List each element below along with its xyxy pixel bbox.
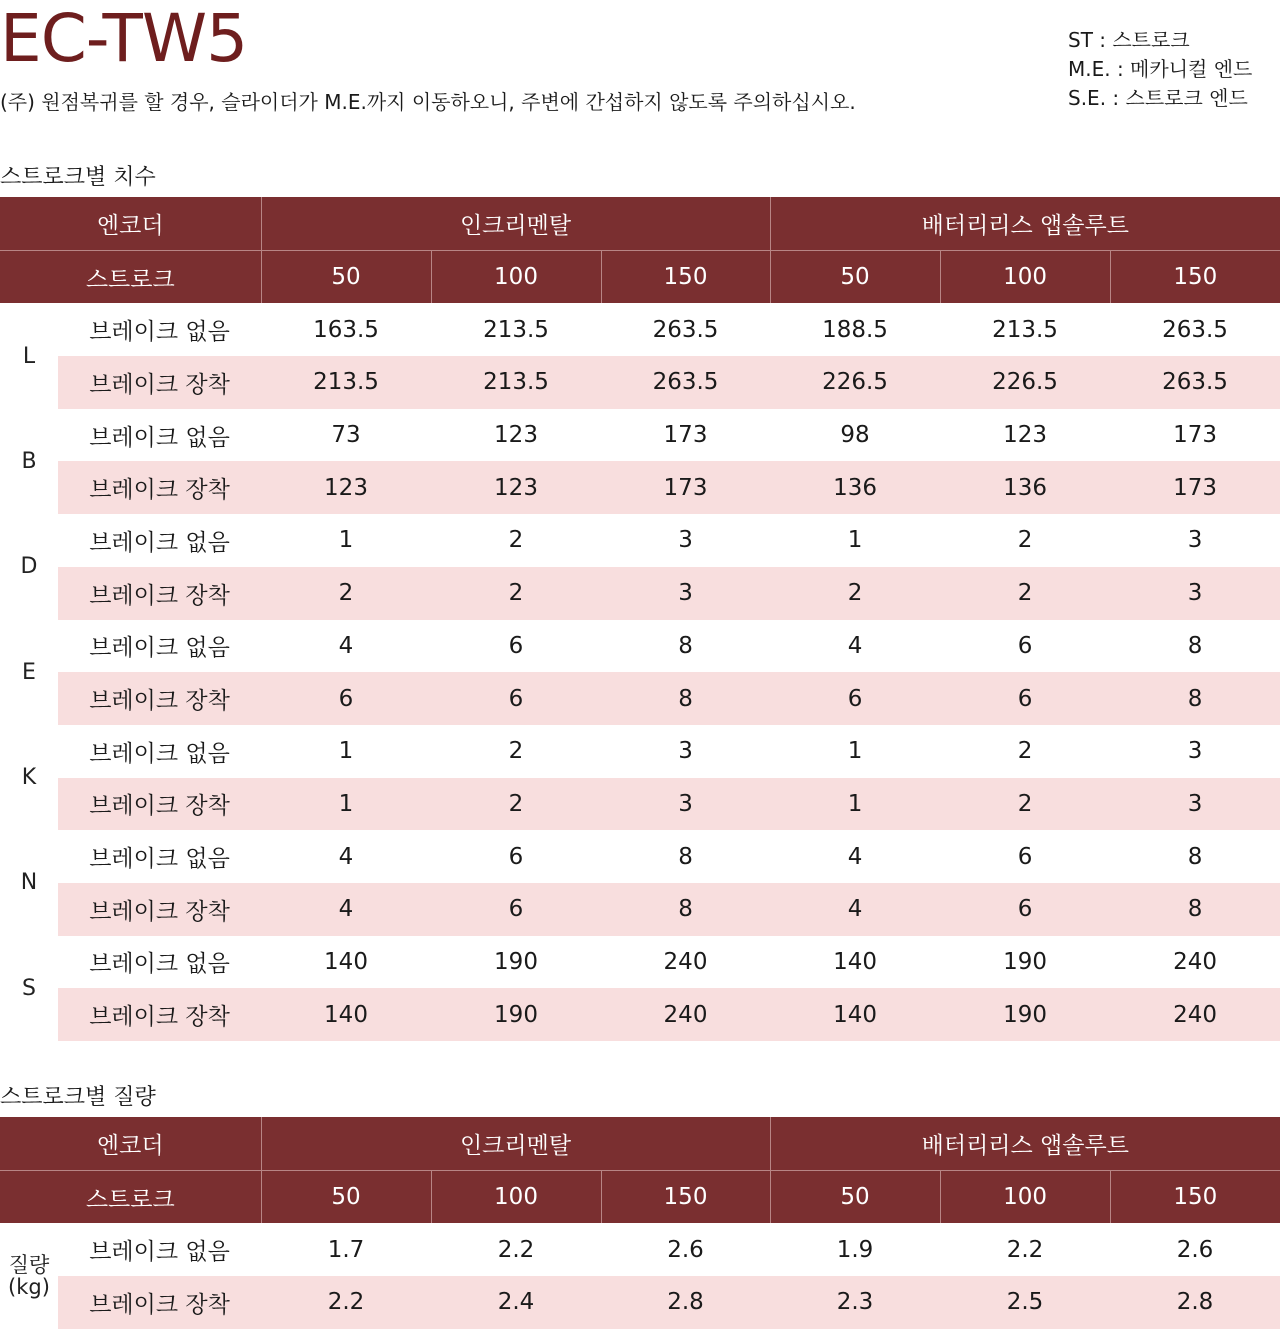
stroke-value: 100 <box>431 250 601 303</box>
dimension-value: 140 <box>324 948 368 975</box>
dimension-value: 240 <box>1173 948 1217 975</box>
brake-option-label: 브레이크 없음 <box>89 1239 230 1266</box>
mass-value: 2.4 <box>431 1276 601 1329</box>
dimension-value: 1 <box>338 738 354 765</box>
dimension-value: 173 <box>663 422 708 449</box>
stroke-header: 스트로크 <box>0 1170 261 1223</box>
dimension-value: 1 <box>770 778 940 831</box>
dimension-row-no-brake <box>0 409 1280 462</box>
dimension-value: 8 <box>1187 632 1203 659</box>
dimension-value: 226.5 <box>770 356 940 409</box>
dimension-value: 213.5 <box>992 316 1058 343</box>
dimension-value: 1 <box>338 527 354 554</box>
dimension-value: 6 <box>1017 843 1033 870</box>
dimension-value: 2 <box>431 567 601 620</box>
brake-option-label: 브레이크 장착 <box>58 988 261 1041</box>
dimension-value: 8 <box>678 632 693 659</box>
dimension-value: 123 <box>431 461 601 514</box>
incremental-header: 인크리멘탈 <box>261 1117 770 1170</box>
absolute-header: 배터리리스 앱솔루트 <box>770 1117 1280 1170</box>
dimension-value: 4 <box>338 632 354 659</box>
dimension-value: 140 <box>770 988 940 1041</box>
dimension-value: 263.5 <box>601 356 770 409</box>
legend-item: M.E. : 메카니컬 엔드 <box>1068 57 1253 81</box>
dimension-value: 263.5 <box>652 316 719 343</box>
dimension-value: 6 <box>1017 632 1033 659</box>
mass-section-title: 스트로크별 질량 <box>0 1085 156 1110</box>
dimension-symbol: B <box>21 448 37 474</box>
dimension-value: 73 <box>331 422 361 449</box>
dimension-value: 4 <box>261 883 431 936</box>
homing-note: (주) 원점복귀를 할 경우, 슬라이더가 M.E.까지 이동하오니, 주변에 간섭하지 않도록 주의하십시오. <box>0 90 856 114</box>
brake-option-label: 브레이크 없음 <box>89 424 230 451</box>
dimension-value: 3 <box>1187 738 1203 765</box>
stroke-value: 50 <box>261 250 431 303</box>
stroke-header-row <box>0 1170 1280 1223</box>
dimension-symbol: N <box>20 870 38 896</box>
brake-option-label: 브레이크 장착 <box>58 567 261 620</box>
dimension-value: 136 <box>940 461 1110 514</box>
dimension-row-brake <box>0 883 1280 936</box>
mass-value: 2.8 <box>1110 1276 1280 1329</box>
brake-option-label: 브레이크 장착 <box>58 461 261 514</box>
mass-table-body <box>0 1223 1280 1328</box>
dimension-row-no-brake <box>0 303 1280 356</box>
dimension-value: 3 <box>1187 527 1203 554</box>
dimension-value: 2 <box>940 778 1110 831</box>
dimension-value: 163.5 <box>313 316 379 343</box>
dimension-symbol: D <box>20 554 38 580</box>
stroke-value: 50 <box>770 250 940 303</box>
dimension-value: 3 <box>601 778 770 831</box>
brake-option-label: 브레이크 장착 <box>58 778 261 831</box>
dimension-value: 2 <box>770 567 940 620</box>
dimension-value: 8 <box>601 883 770 936</box>
mass-unit: (kg) <box>8 1275 50 1300</box>
stroke-value: 150 <box>601 250 770 303</box>
encoder-header-row <box>0 1117 1280 1170</box>
abbreviation-legend <box>1068 26 1252 113</box>
dimension-value: 3 <box>678 738 693 765</box>
stroke-header-row <box>0 250 1280 303</box>
brake-option-label: 브레이크 장착 <box>58 1276 261 1329</box>
dimension-value: 123 <box>261 461 431 514</box>
brake-option-label: 브레이크 장착 <box>58 883 261 936</box>
dimension-row-no-brake <box>0 620 1280 673</box>
dimension-value: 1 <box>847 527 863 554</box>
dimension-value: 213.5 <box>431 356 601 409</box>
dimension-value: 2 <box>261 567 431 620</box>
stroke-value: 50 <box>770 1170 940 1223</box>
dimension-value: 188.5 <box>822 316 888 343</box>
dimension-value: 4 <box>847 843 863 870</box>
mass-value: 2.2 <box>1006 1236 1044 1263</box>
dimension-value: 6 <box>770 672 940 725</box>
dimension-row-no-brake <box>0 830 1280 883</box>
dimension-row-brake <box>0 672 1280 725</box>
dimension-row-brake <box>0 567 1280 620</box>
mass-value: 1.7 <box>327 1236 365 1263</box>
dimension-value: 3 <box>678 527 693 554</box>
dimension-value: 190 <box>940 988 1110 1041</box>
dimension-row-brake <box>0 988 1280 1041</box>
stroke-value: 50 <box>261 1170 431 1223</box>
dimension-value: 1 <box>847 738 863 765</box>
dimension-value: 8 <box>1110 883 1280 936</box>
dimension-row-no-brake <box>0 936 1280 989</box>
stroke-value: 100 <box>940 1170 1110 1223</box>
mass-value: 2.6 <box>667 1236 704 1263</box>
dimension-value: 2 <box>940 567 1110 620</box>
dimension-value: 6 <box>508 632 524 659</box>
dimension-value: 213.5 <box>261 356 431 409</box>
mass-label: 질량 <box>8 1253 50 1278</box>
dimension-value: 190 <box>494 948 538 975</box>
dimension-value: 240 <box>601 988 770 1041</box>
legend-item: S.E. : 스트로크 엔드 <box>1068 86 1248 110</box>
legend-item: ST : 스트로크 <box>1068 28 1190 52</box>
encoder-header-row <box>0 197 1280 250</box>
encoder-header: 엔코더 <box>0 1117 261 1170</box>
absolute-header: 배터리리스 앱솔루트 <box>770 197 1280 250</box>
dimension-value: 190 <box>431 988 601 1041</box>
dimension-value: 240 <box>1110 988 1280 1041</box>
mass-row-label <box>0 1223 58 1328</box>
dimension-row-brake <box>0 356 1280 409</box>
dimension-symbol: E <box>22 659 36 685</box>
dimension-value: 136 <box>770 461 940 514</box>
dimension-value: 6 <box>940 883 1110 936</box>
stroke-value: 150 <box>1110 1170 1280 1223</box>
dimension-value: 8 <box>678 843 693 870</box>
mass-value: 1.9 <box>836 1236 874 1263</box>
dimension-value: 2 <box>1017 527 1033 554</box>
dimension-row-brake <box>0 461 1280 514</box>
dimensions-table-body <box>0 303 1280 1041</box>
dimension-value: 190 <box>1003 948 1047 975</box>
dimension-value: 4 <box>770 883 940 936</box>
brake-option-label: 브레이크 없음 <box>89 951 230 978</box>
dimension-value: 173 <box>601 461 770 514</box>
mass-value: 2.3 <box>770 1276 940 1329</box>
dimension-symbol: K <box>21 765 37 791</box>
brake-option-label: 브레이크 장착 <box>58 672 261 725</box>
dimension-value: 173 <box>1173 422 1217 449</box>
dimension-value: 123 <box>494 422 538 449</box>
dimension-symbol: S <box>22 975 36 1001</box>
dimension-value: 6 <box>940 672 1110 725</box>
dimension-value: 6 <box>261 672 431 725</box>
dimension-value: 2 <box>431 778 601 831</box>
dimension-value: 240 <box>663 948 708 975</box>
dimension-value: 98 <box>840 422 870 449</box>
brake-option-label: 브레이크 없음 <box>89 740 230 767</box>
dimension-value: 6 <box>508 843 524 870</box>
dimensions-section-title: 스트로크별 치수 <box>0 165 156 190</box>
brake-option-label: 브레이크 없음 <box>89 635 230 662</box>
mass-row-no-brake <box>0 1223 1280 1276</box>
stroke-value: 100 <box>431 1170 601 1223</box>
mass-value: 2.8 <box>601 1276 770 1329</box>
brake-option-label: 브레이크 없음 <box>89 319 230 346</box>
dimension-value: 213.5 <box>483 316 549 343</box>
stroke-value: 150 <box>601 1170 770 1223</box>
dimension-value: 263.5 <box>1110 356 1280 409</box>
dimension-value: 2 <box>508 738 524 765</box>
dimension-value: 226.5 <box>940 356 1110 409</box>
dimension-row-brake <box>0 778 1280 831</box>
mass-value: 2.2 <box>261 1276 431 1329</box>
dimension-value: 2 <box>1017 738 1033 765</box>
stroke-header: 스트로크 <box>0 250 261 303</box>
mass-value: 2.5 <box>940 1276 1110 1329</box>
dimension-value: 4 <box>338 843 354 870</box>
brake-option-label: 브레이크 장착 <box>58 356 261 409</box>
page-title: EC-TW5 <box>0 0 248 77</box>
dimension-row-no-brake <box>0 725 1280 778</box>
brake-option-label: 브레이크 없음 <box>89 529 230 556</box>
mass-value: 2.2 <box>497 1236 535 1263</box>
encoder-header: 엔코더 <box>0 197 261 250</box>
dimension-value: 4 <box>847 632 863 659</box>
stroke-value: 150 <box>1110 250 1280 303</box>
dimension-value: 8 <box>601 672 770 725</box>
dimension-value: 6 <box>431 883 601 936</box>
mass-row-brake <box>0 1276 1280 1329</box>
dimensions-table <box>0 197 1280 1041</box>
mass-table <box>0 1117 1280 1329</box>
stroke-value: 100 <box>940 250 1110 303</box>
mass-value: 2.6 <box>1176 1236 1214 1263</box>
dimension-value: 140 <box>833 948 877 975</box>
dimension-value: 2 <box>508 527 524 554</box>
dimension-value: 3 <box>601 567 770 620</box>
dimension-value: 3 <box>1110 567 1280 620</box>
dimension-value: 8 <box>1110 672 1280 725</box>
dimension-symbol: L <box>22 343 36 369</box>
dimension-value: 123 <box>1003 422 1047 449</box>
dimension-value: 263.5 <box>1162 316 1228 343</box>
dimension-value: 140 <box>261 988 431 1041</box>
dimension-row-no-brake <box>0 514 1280 567</box>
dimension-value: 173 <box>1110 461 1280 514</box>
dimension-value: 8 <box>1187 843 1203 870</box>
dimension-value: 1 <box>261 778 431 831</box>
incremental-header: 인크리멘탈 <box>261 197 770 250</box>
brake-option-label: 브레이크 없음 <box>89 846 230 873</box>
dimension-value: 3 <box>1110 778 1280 831</box>
dimension-value: 6 <box>431 672 601 725</box>
